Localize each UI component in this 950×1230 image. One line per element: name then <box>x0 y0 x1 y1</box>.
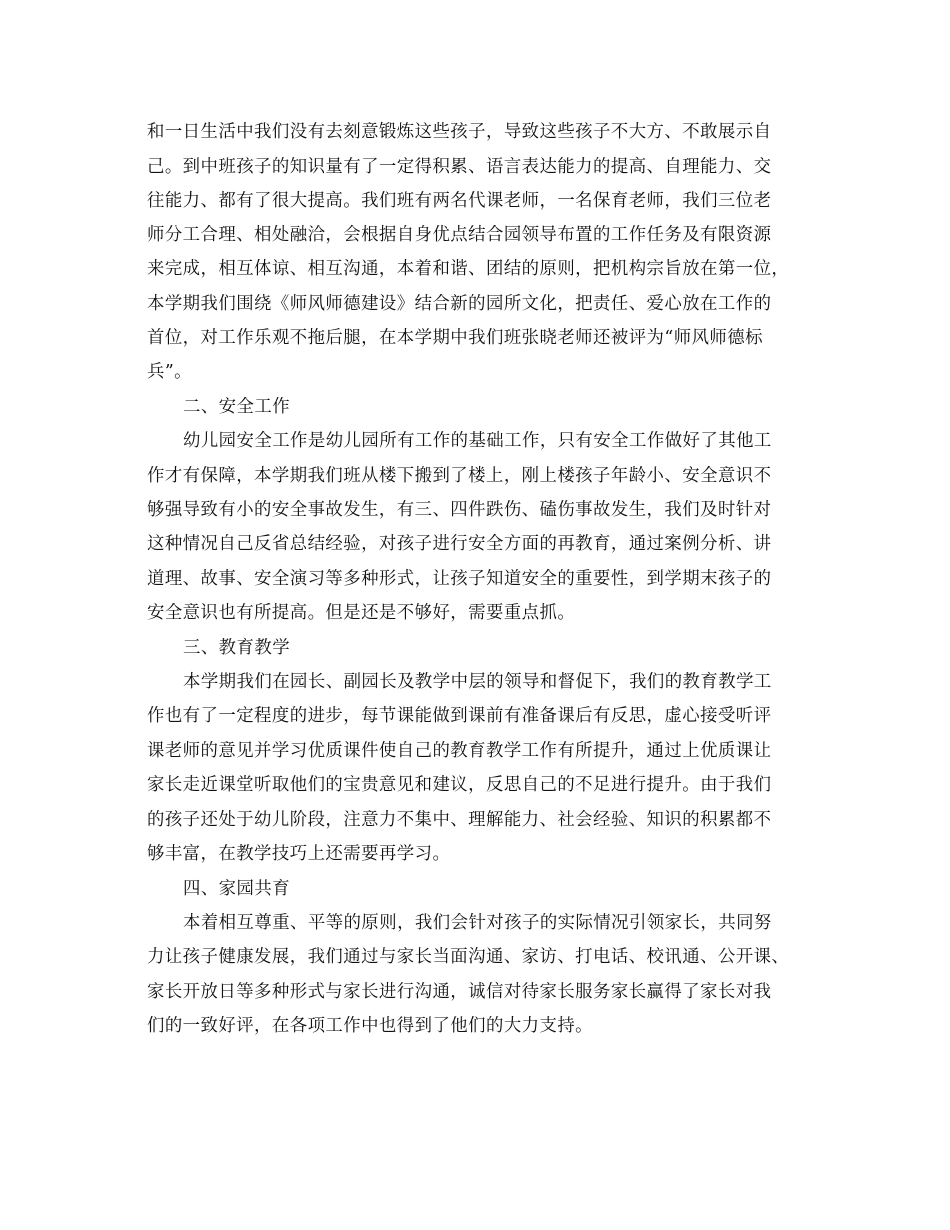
paragraph-line: 幼儿园安全工作是幼儿园所有工作的基础工作，只有安全工作做好了其他工 <box>183 431 772 451</box>
section-heading-teaching: 三、教育教学 <box>183 638 291 658</box>
paragraph-line: 己。到中班孩子的知识量有了一定得积累、语言表达能力的提高、自理能力、交 <box>147 157 772 177</box>
paragraph-line: 作也有了一定程度的进步，每节课能做到课前有准备课后有反思，虚心接受听评 <box>147 706 772 726</box>
paragraph-line: 道理、故事、安全演习等多种形式，让孩子知道安全的重要性，到学期末孩子的 <box>147 569 772 589</box>
section-heading-safety: 二、安全工作 <box>183 397 291 417</box>
paragraph-line: 首位，对工作乐观不拖后腿，在本学期中我们班张晓老师还被评为“师风师德标 <box>147 328 763 348</box>
paragraph-line: 本学期我们在园长、副园长及教学中层的领导和督促下，我们的教育教学工 <box>183 672 772 692</box>
paragraph-line: 安全意识也有所提高。但是还是不够好，需要重点抓。 <box>147 603 576 623</box>
paragraph-line: 力让孩子健康发展，我们通过与家长当面沟通、家访、打电话、校讯通、公开课、 <box>147 947 790 967</box>
paragraph-line: 家长开放日等多种形式与家长进行沟通，诚信对待家长服务家长赢得了家长对我 <box>147 982 772 1002</box>
paragraph-line: 和一日生活中我们没有去刻意锻炼这些孩子，导致这些孩子不大方、不敢展示自 <box>147 122 772 142</box>
paragraph-line: 课老师的意见并学习优质课件使自己的教育教学工作有所提升，通过上优质课让 <box>147 741 772 761</box>
paragraph-line: 这种情况自己反省总结经验，对孩子进行安全方面的再教育，通过案例分析、讲 <box>147 534 772 554</box>
paragraph-line: 来完成，相互体谅、相互沟通，本着和谐、团结的原则，把机构宗旨放在第一位， <box>147 259 790 279</box>
paragraph-line: 家长走近课堂听取他们的宝贵意见和建议，反思自己的不足进行提升。由于我们 <box>147 775 772 795</box>
paragraph-line: 作才有保障，本学期我们班从楼下搬到了楼上，刚上楼孩子年龄小、安全意识不 <box>147 466 772 486</box>
section-heading-home-school: 四、家园共育 <box>183 879 291 899</box>
paragraph-line: 本着相互尊重、平等的原则，我们会针对孩子的实际情况引领家长，共同努 <box>183 913 772 933</box>
paragraph-line: 往能力、都有了很大提高。我们班有两名代课老师，一名保育老师，我们三位老 <box>147 191 772 211</box>
paragraph-line: 师分工合理、相处融洽，会根据自身优点结合园领导布置的工作任务及有限资源 <box>147 225 772 245</box>
paragraph-line: 的孩子还处于幼儿阶段，注意力不集中、理解能力、社会经验、知识的积累都不 <box>147 810 772 830</box>
paragraph-line: 本学期我们围绕《师风师德建设》结合新的园所文化，把责任、爱心放在工作的 <box>147 294 772 314</box>
paragraph-line: 兵”。 <box>147 362 193 382</box>
paragraph-line: 够丰富，在教学技巧上还需要再学习。 <box>147 844 451 864</box>
paragraph-line: 够强导致有小的安全事故发生，有三、四件跌伤、磕伤事故发生，我们及时针对 <box>147 500 772 520</box>
paragraph-line: 们的一致好评，在各项工作中也得到了他们的大力支持。 <box>147 1016 594 1036</box>
